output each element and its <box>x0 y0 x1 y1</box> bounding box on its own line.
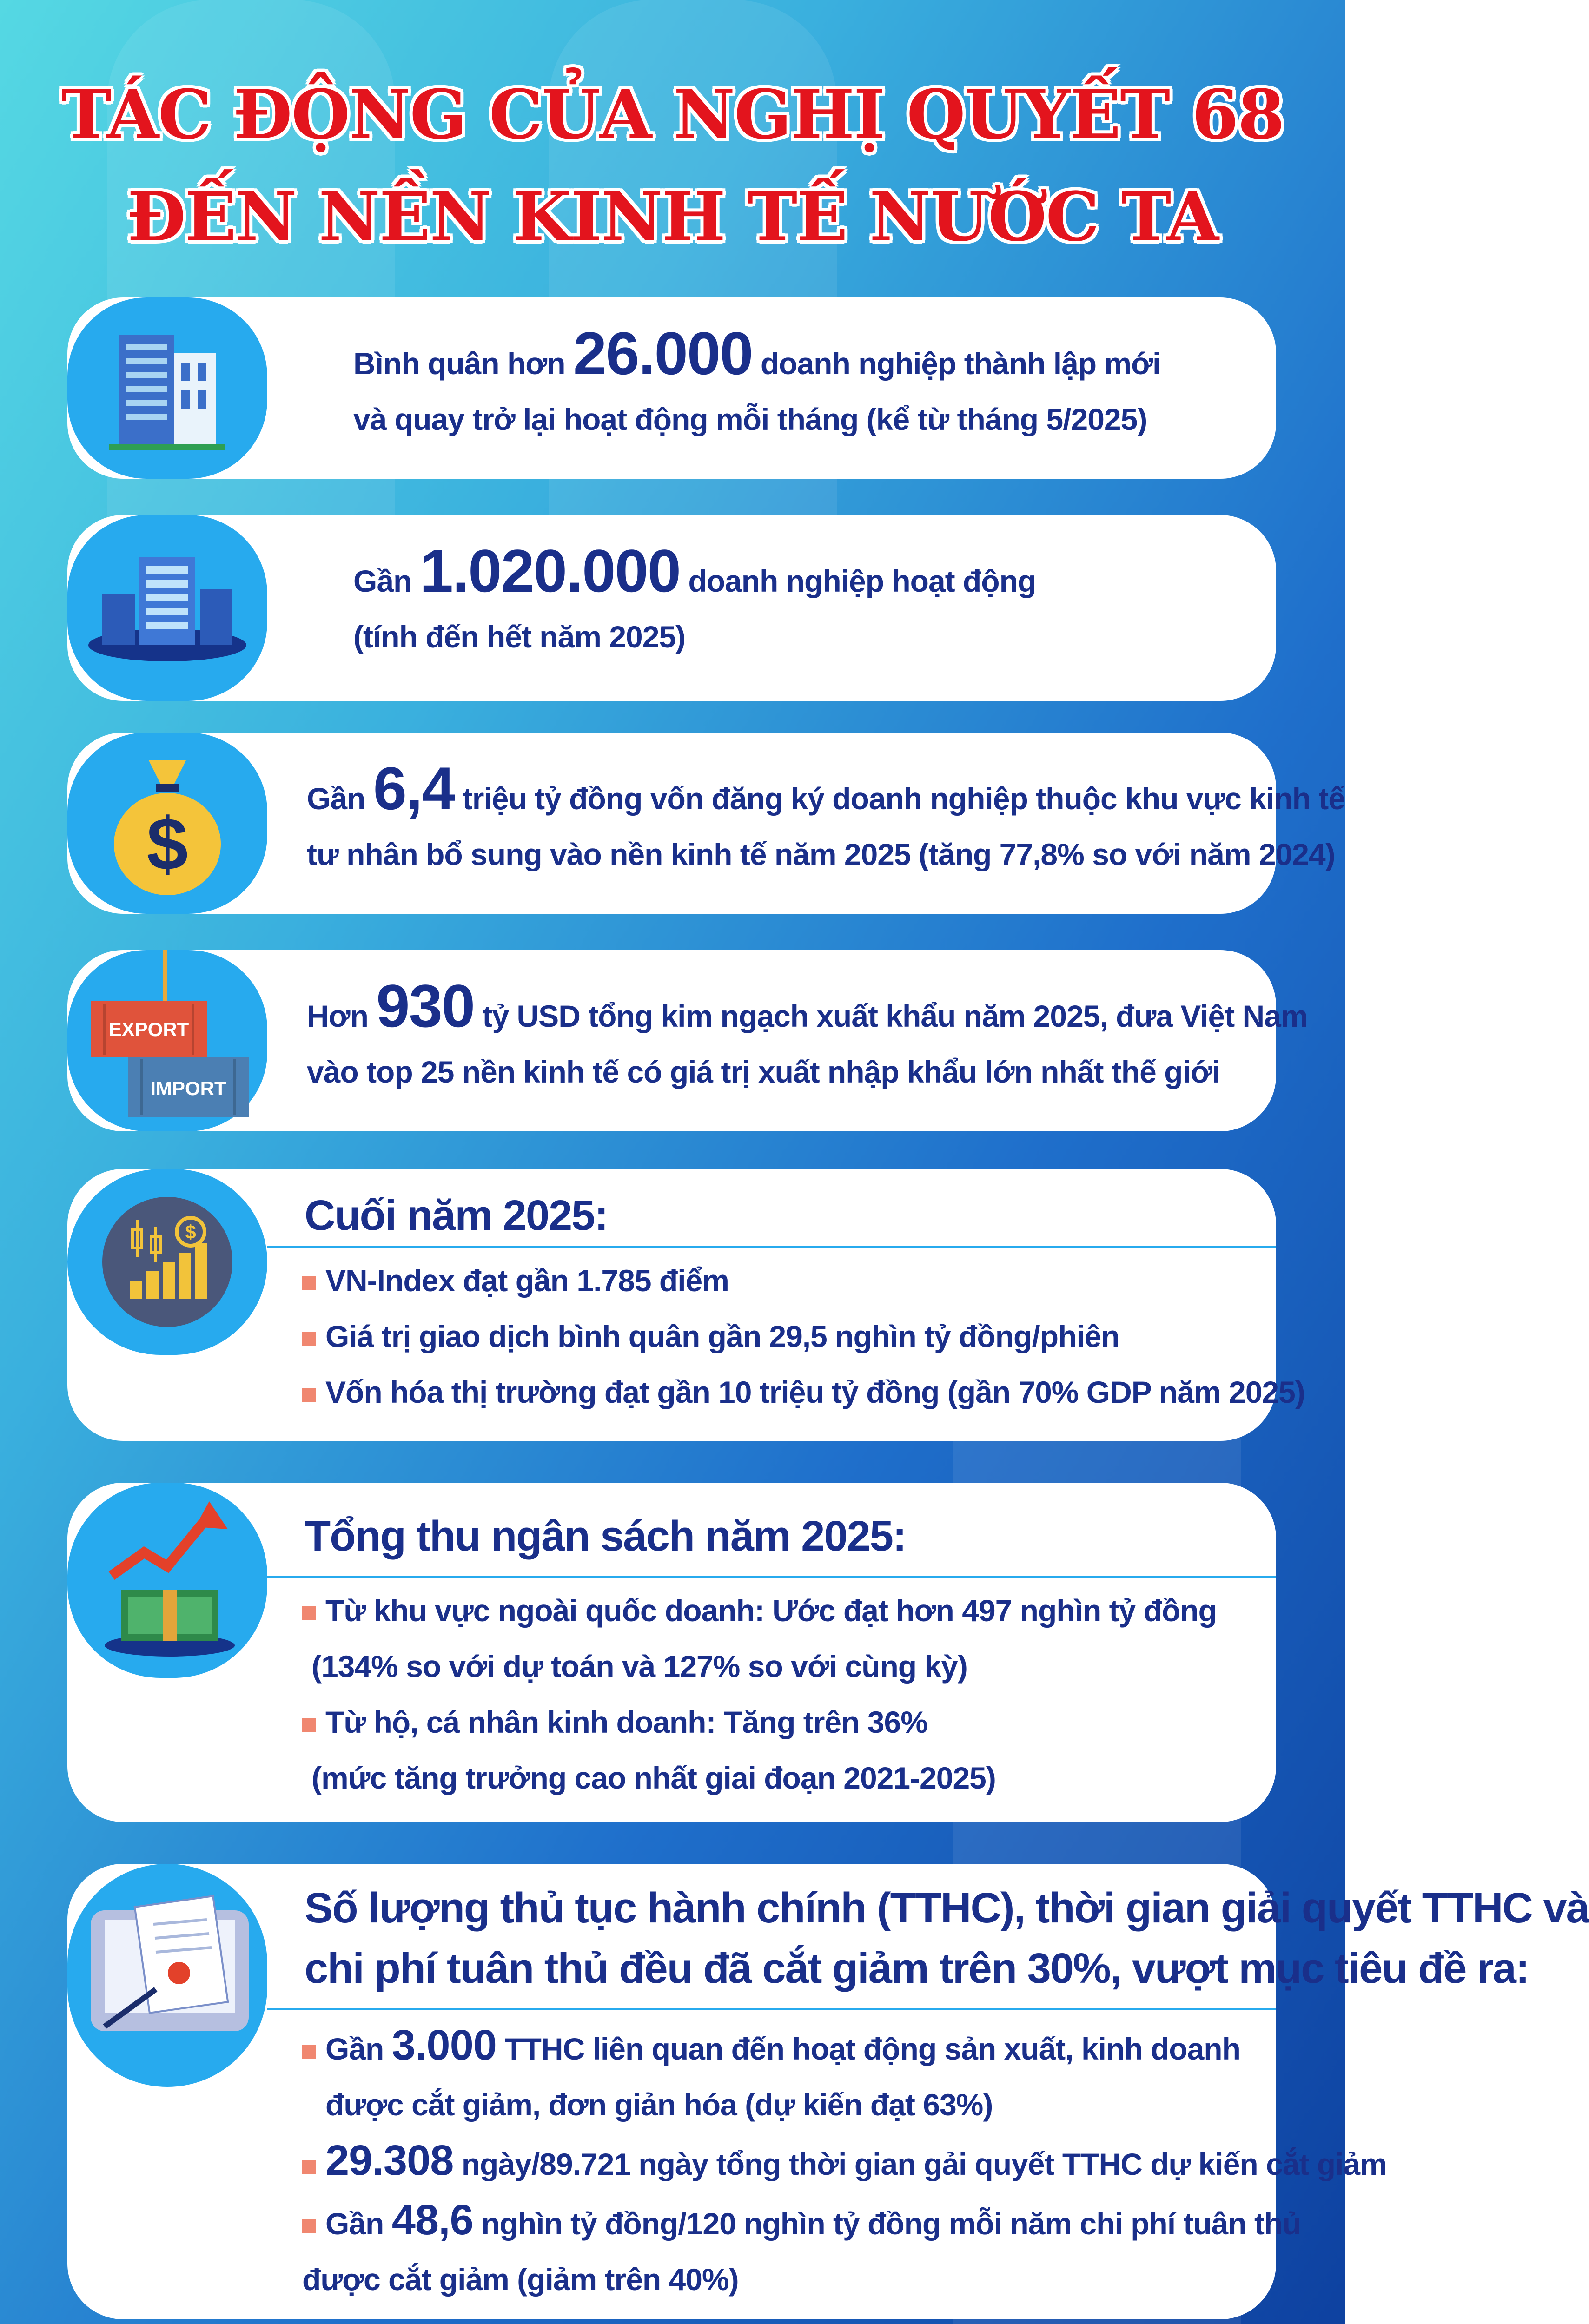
stat-card-new-businesses <box>67 297 1276 479</box>
stat-text: Hơn 930 tỷ USD tổng kim ngạch xuất khẩu năm 2025, đưa Việt Nam vào top 25 nền kinh tế có giá trị xuất nhập khẩu lớn nhất thế giới <box>307 972 1308 1089</box>
icon-badge <box>67 1169 267 1355</box>
bullet-item: Từ khu vực ngoài quốc doanh: Ước đạt hơn 497 nghìn tỷ đồng <box>302 1583 1217 1638</box>
stat-text: Gần 1.020.000 doanh nghiệp hoạt động (tính đến hết năm 2025) <box>353 537 1036 654</box>
stat-number: 26.000 <box>573 319 753 387</box>
bullet-item: VN-Index đạt gần 1.785 điểm <box>302 1253 1305 1308</box>
bullet-item: Gần 48,6 nghìn tỷ đồng/120 nghìn tỷ đồng mỗi năm chi phí tuân thủ <box>302 2192 1387 2251</box>
icon-badge <box>67 1483 267 1678</box>
document-signing-icon <box>86 1892 253 2050</box>
stat-number: 6,4 <box>373 754 455 822</box>
stat-number: 29.308 <box>325 2137 454 2184</box>
icon-badge <box>67 950 267 1131</box>
icon-badge <box>67 515 267 701</box>
stat-card-exports <box>67 950 1308 1131</box>
export-label: EXPORT <box>108 1018 189 1040</box>
bullet-item: Từ hộ, cá nhân kinh doanh: Tăng trên 36% <box>302 1694 1217 1750</box>
svg-text:$: $ <box>146 802 188 885</box>
bullet-list: Gần 3.000 TTHC liên quan đến hoạt động sản xuất, kinh doanh được cắt giảm, đơn giản hóa (dự kiến đạt 63%) 29.308 ngày/89.721 ngày tổng thời gian gải quyết TTHC dự kiến cắt giảm Gần 48,6 nghìn tỷ đồng/120 nghìn tỷ đồng mỗi năm chi phí tuân thủ được cắt giảm (giảm trên 40%) <box>302 2017 1387 2307</box>
import-label: IMPORT <box>150 1077 226 1099</box>
stat-text: Bình quân hơn 26.000 doanh nghiệp thành lập mới và quay trở lại hoạt động mỗi tháng (kể từ tháng 5/2025) <box>353 319 1161 436</box>
divider <box>267 2008 1276 2010</box>
bullet-item: Giá trị giao dịch bình quân gần 29,5 nghìn tỷ đồng/phiên <box>302 1308 1305 1364</box>
stat-card-registered-capital <box>67 733 1345 914</box>
section-heading: Tổng thu ngân sách năm 2025: <box>305 1512 906 1560</box>
bullet-item: Gần 3.000 TTHC liên quan đến hoạt động sản xuất, kinh doanh <box>302 2017 1387 2077</box>
stat-number: 48,6 <box>391 2196 473 2244</box>
stat-card-stock-market <box>67 1169 1305 1441</box>
section-heading: Cuối năm 2025: <box>305 1192 608 1239</box>
divider <box>267 1576 1276 1578</box>
stat-number: 3.000 <box>391 2021 497 2069</box>
stat-number: 1.020.000 <box>419 537 681 605</box>
divider <box>267 1246 1276 1248</box>
icon-badge <box>67 1864 267 2087</box>
stat-card-budget-revenue <box>67 1483 1276 1822</box>
bullet-item: Vốn hóa thị trường đạt gần 10 triệu tỷ đồng (gần 70% GDP năm 2025) <box>302 1364 1305 1420</box>
svg-text:$: $ <box>185 1221 196 1243</box>
title-line-1: TÁC ĐỘNG CỦA NGHỊ QUYẾT 68 <box>61 75 1284 154</box>
city-buildings-icon <box>84 548 251 664</box>
stat-text: Gần 6,4 triệu tỷ đồng vốn đăng ký doanh nghiệp thuộc khu vực kinh tế tư nhân bổ sung vào nền kinh tế năm 2025 (tăng 77,8% so với năm 2024) <box>307 754 1345 872</box>
icon-badge <box>67 733 267 914</box>
bullet-item: 29.308 ngày/89.721 ngày tổng thời gian gải quyết TTHC dự kiến cắt giảm <box>302 2133 1387 2192</box>
icon-badge <box>67 297 267 479</box>
section-heading: Số lượng thủ tục hành chính (TTHC), thời gian giải quyết TTHC và chi phí tuân thủ đều đã cắt giảm trên 30%, vượt mục tiêu đề ra: <box>305 1884 1589 1992</box>
money-growth-icon <box>93 1497 246 1664</box>
money-bag-icon <box>109 751 225 895</box>
office-building-icon <box>109 321 225 456</box>
bullet-list <box>302 1253 1305 1420</box>
stat-card-admin-procedures <box>67 1864 1589 2319</box>
shipping-container-icon <box>77 950 263 1131</box>
title-line-2: ĐẾN NỀN KINH TẾ NƯỚC TA <box>127 178 1218 257</box>
stat-number: 930 <box>376 972 475 1040</box>
bullet-list: Từ khu vực ngoài quốc doanh: Ước đạt hơn 497 nghìn tỷ đồng (134% so với dự toán và 127% so với cùng kỳ) Từ hộ, cá nhân kinh doanh: Tăng trên 36% (mức tăng trưởng cao nhất giai đoạn 2021-2025) <box>302 1583 1217 1806</box>
stat-card-active-businesses <box>67 515 1276 701</box>
stock-chart-icon <box>98 1192 237 1332</box>
